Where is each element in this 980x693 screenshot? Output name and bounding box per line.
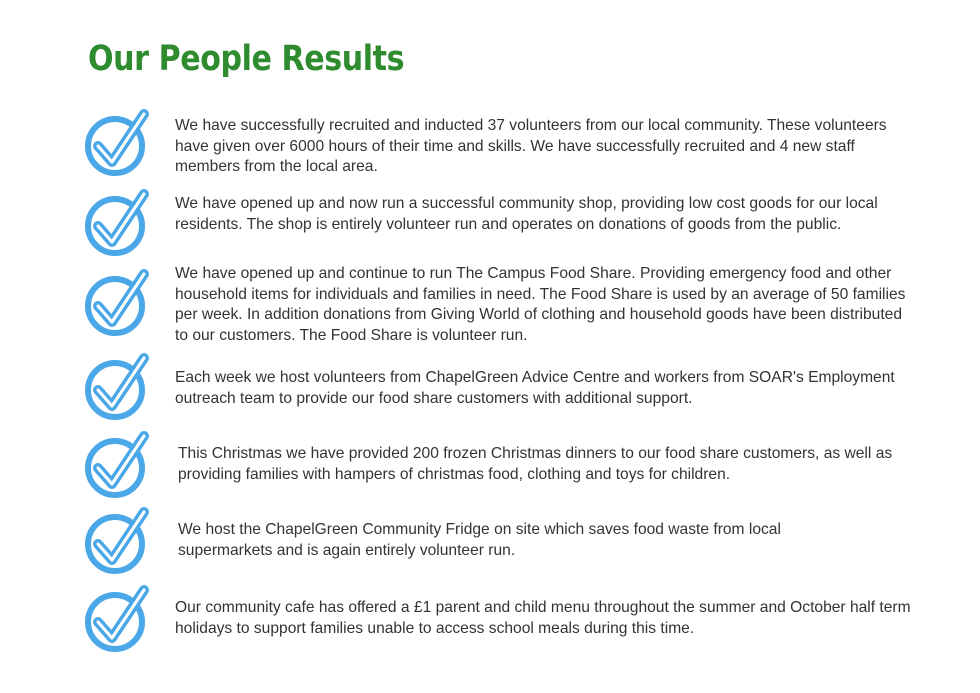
result-text: Each week we host volunteers from ChapelGreen Advice Centre and workers from SOAR's Employment outreach team to provide our food share customers with additional support.	[175, 369, 895, 407]
page-title: Our People Results	[88, 39, 405, 79]
checkmark-circle-icon	[82, 506, 152, 576]
result-text: This Christmas we have provided 200 frozen Christmas dinners to our food share customers, as well as providing families with hampers of christmas food, clothing and toys for children.	[178, 445, 893, 483]
checkmark-circle-icon	[82, 430, 152, 500]
checkmark-circle-icon	[82, 584, 152, 654]
result-text: We have opened up and now run a successful community shop, providing low cost goods for our local residents. The shop is entirely volunteer run and operates on donations of goods from the public.	[175, 195, 878, 233]
result-text: We have successfully recruited and inducted 37 volunteers from our local community. These volunteers have given over 6000 hours of their time and skills. We have successfully recruited and 4 new staff members from the local area.	[175, 117, 887, 175]
result-text: We host the ChapelGreen Community Fridge on site which saves food waste from local supermarkets and is again entirely volunteer run.	[178, 521, 781, 559]
result-text: We have opened up and continue to run The Campus Food Share. Providing emergency food and other household items for individuals and families in need. The Food Share is used by an average of 50 families per week. In addition donations from Giving World of clothing and household goods have been distributed to our customers. The Food Share is volunteer run.	[175, 265, 906, 344]
checkmark-circle-icon	[82, 268, 152, 338]
checkmark-circle-icon	[82, 108, 152, 178]
result-text: Our community cafe has offered a £1 parent and child menu throughout the summer and October half term holidays to support families unable to access school meals during this time.	[175, 599, 911, 637]
checkmark-circle-icon	[82, 188, 152, 258]
checkmark-circle-icon	[82, 352, 152, 422]
